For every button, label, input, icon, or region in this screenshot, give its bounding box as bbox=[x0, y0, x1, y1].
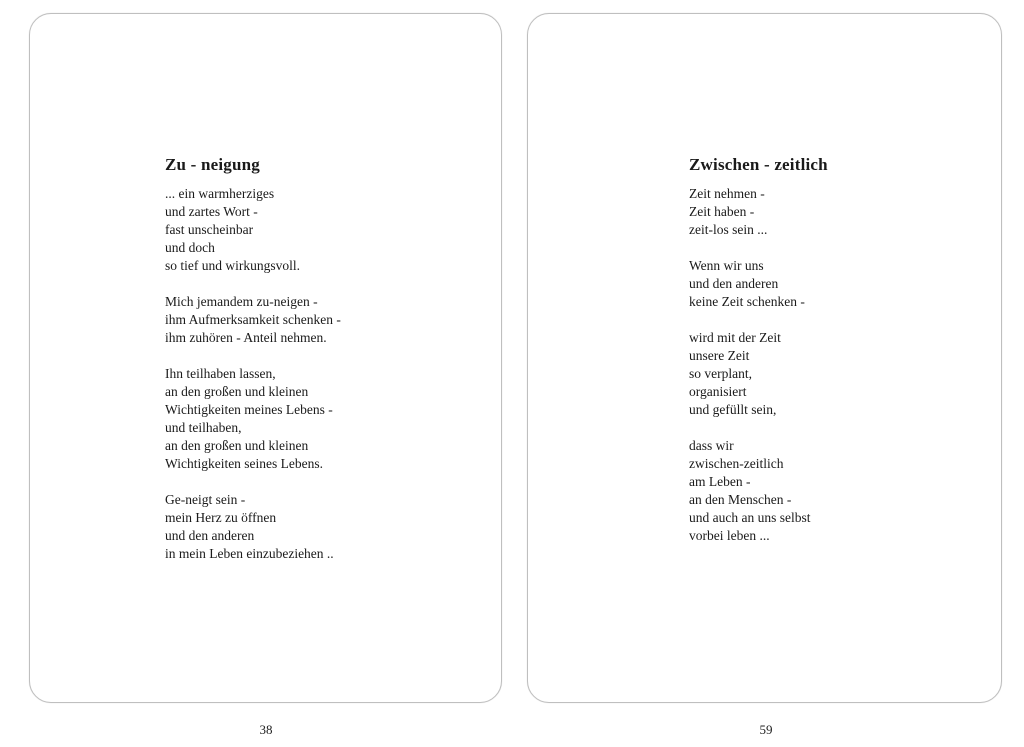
poem-zu-neigung bbox=[165, 156, 341, 581]
left-page-card bbox=[29, 13, 502, 703]
poem-line: zwischen-zeitlich bbox=[689, 456, 784, 471]
poem-line: so verplant, bbox=[689, 366, 752, 381]
poem-line: ... ein warmherziges bbox=[165, 186, 275, 201]
poem-line: ihm zuhören - Anteil nehmen. bbox=[165, 330, 327, 345]
stanza bbox=[165, 185, 341, 275]
poem-line: vorbei leben ... bbox=[689, 528, 770, 543]
poem-line: an den großen und kleinen bbox=[165, 384, 309, 399]
poem-line: an den Menschen - bbox=[689, 492, 792, 507]
poem-line: am Leben - bbox=[689, 474, 751, 489]
stanza bbox=[165, 293, 341, 347]
stanza bbox=[689, 329, 828, 419]
poem-line: Zeit nehmen - bbox=[689, 186, 765, 201]
poem-line: Ge-neigt sein - bbox=[165, 492, 246, 507]
right-page-card bbox=[527, 13, 1002, 703]
stanza bbox=[689, 185, 828, 239]
stanza bbox=[689, 257, 828, 311]
poem-line: Wichtigkeiten seines Lebens. bbox=[165, 456, 324, 471]
poem-line: wird mit der Zeit bbox=[689, 330, 781, 345]
stanza bbox=[689, 437, 828, 545]
poem-line: und auch an uns selbst bbox=[689, 510, 811, 525]
poem-body bbox=[689, 185, 828, 545]
poem-line: dass wir bbox=[689, 438, 734, 453]
poem-zwischen-zeitlich bbox=[689, 156, 828, 563]
poem-line: Ihn teilhaben lassen, bbox=[165, 366, 276, 381]
poem-line: und den anderen bbox=[689, 276, 779, 291]
poem-line: und den anderen bbox=[165, 528, 255, 543]
poem-line: Zeit haben - bbox=[689, 204, 755, 219]
stanza bbox=[165, 491, 341, 563]
poem-line: keine Zeit schenken - bbox=[689, 294, 805, 309]
poem-line: organisiert bbox=[689, 384, 747, 399]
poem-line: mein Herz zu öffnen bbox=[165, 510, 277, 525]
stanza bbox=[165, 365, 341, 473]
poem-line: an den großen und kleinen bbox=[165, 438, 309, 453]
poem-line: unsere Zeit bbox=[689, 348, 750, 363]
poem-title: Zu - neigung bbox=[165, 155, 260, 174]
poem-title: Zwischen - zeitlich bbox=[689, 155, 828, 174]
poem-line: Wichtigkeiten meines Lebens - bbox=[165, 402, 333, 417]
poem-line: ihm Aufmerksamkeit schenken - bbox=[165, 312, 341, 327]
poem-line: und zartes Wort - bbox=[165, 204, 258, 219]
poem-line: so tief und wirkungsvoll. bbox=[165, 258, 300, 273]
page-number-left: 38 bbox=[259, 722, 273, 737]
poem-line: Wenn wir uns bbox=[689, 258, 764, 273]
poem-body bbox=[165, 185, 341, 563]
poem-line: in mein Leben einzubeziehen .. bbox=[165, 546, 334, 561]
page-number-right: 59 bbox=[759, 722, 773, 737]
poem-line: fast unscheinbar bbox=[165, 222, 254, 237]
poem-line: und teilhaben, bbox=[165, 420, 242, 435]
poem-line: zeit-los sein ... bbox=[689, 222, 768, 237]
poem-line: und gefüllt sein, bbox=[689, 402, 777, 417]
poem-line: Mich jemandem zu-neigen - bbox=[165, 294, 318, 309]
poem-line: und doch bbox=[165, 240, 215, 255]
